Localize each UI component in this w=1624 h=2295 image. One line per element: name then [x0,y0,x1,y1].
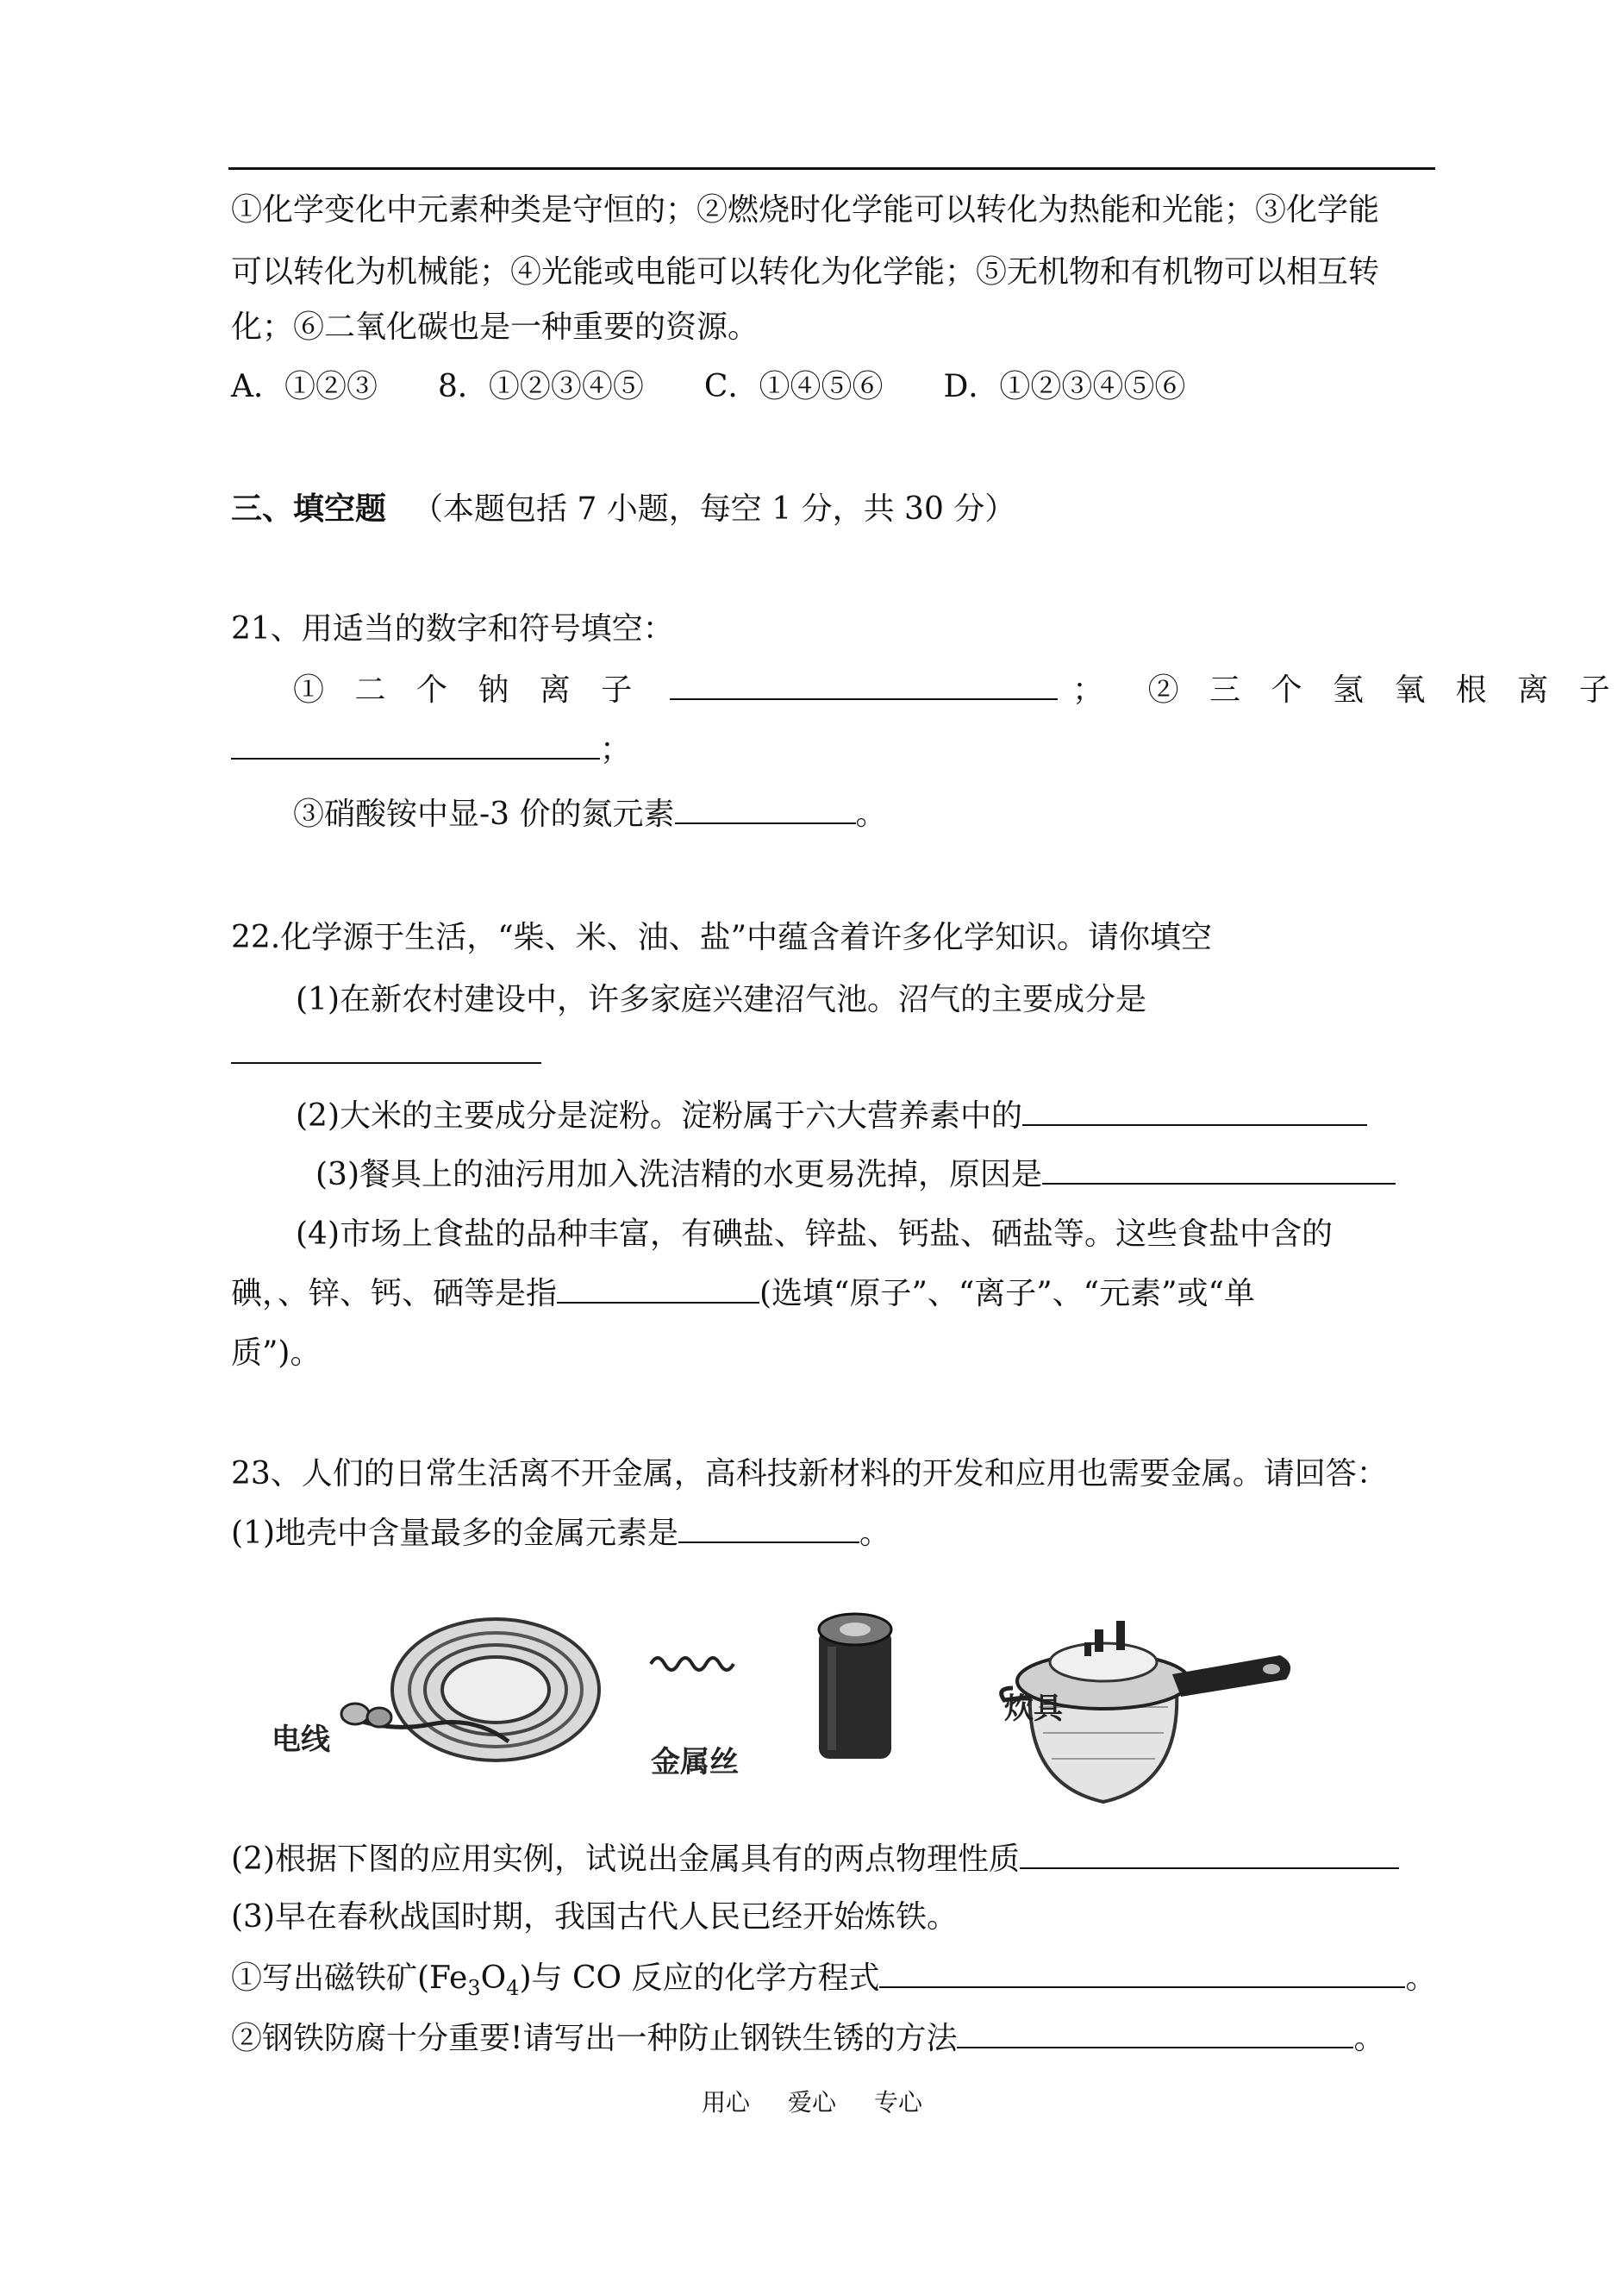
wire-coil-icon [341,1619,599,1760]
q21-line-3 [293,793,887,835]
q22-sub-1-answer [231,1033,541,1075]
q23-sub-2-text: (2)根据下图的应用实例，试说出金属具有的两点物理性质 [231,1842,1020,1877]
q20-line-2: 可以转化为机械能；④光能或电能可以转化为化学能；⑤无机物和有机物可以相互转 [231,254,1380,290]
footer-text: 专心 [874,2088,923,2117]
q22-sub-4-line-1: (4)市场上食盐的品种丰富，有碘盐、锌盐、钙盐、硒盐等。这些食盐中含的 [296,1216,1333,1252]
q23-sub-2 [231,1838,1399,1880]
q21-stem: 21、用适当的数字和符号填空： [231,611,674,647]
period: 。 [1405,1960,1437,1996]
answer-blank[interactable] [231,1033,541,1064]
subscript: 4 [506,1976,520,2001]
answer-blank[interactable] [1022,1095,1367,1126]
section-note: （本题包括 7 小题，每空 1 分，共 30 分） [412,491,1016,527]
q23-sub-3: (3)早在春秋战国时期，我国古代人民已经开始炼铁。 [231,1899,958,1935]
q22-sub-1: (1)在新农村建设中，许多家庭兴建沼气池。沼气的主要成分是 [296,982,1146,1017]
section-heading [231,488,1015,530]
metal-wire-icon [651,1658,734,1670]
answer-blank[interactable] [678,1512,859,1543]
footer-text: 用心 [701,2088,750,2117]
separator: ； [600,732,632,767]
coil-cylinder-icon [819,1614,891,1759]
q22-sub-4-line-3: 质”)。 [231,1335,322,1371]
answer-blank[interactable] [1042,1154,1396,1185]
q20-options [231,366,1185,408]
formula-part: ①写出磁铁矿(Fe [231,1960,468,1996]
label-metal-wire: 金属丝 [651,1745,739,1779]
q20-line-3: 化；⑥二氧化碳也是一种重要的资源。 [231,310,759,345]
q22-sub-4-text: 碘，、锌、钙、硒等是指 [231,1276,558,1311]
q23-stem: 23、人们的日常生活离不开金属，高科技新材料的开发和应用也需要金属。请回答： [231,1456,1388,1491]
q21-part-2: ② 三 个 氢 氧 根 离 子 [1147,672,1621,708]
option-a: A．①②③ [231,369,378,404]
q21-part-1: ① 二 个 钠 离 子 [293,672,643,708]
period: 。 [859,1516,891,1551]
answer-blank[interactable] [231,729,600,760]
q21-line-2 [231,729,631,771]
q23-sub-3b [231,2017,1384,2060]
answer-blank[interactable] [1020,1838,1399,1869]
answer-blank[interactable] [879,1957,1405,1988]
q23-sub-3a [231,1957,1436,2009]
q22-sub-2-text: (2)大米的主要成分是淀粉。淀粉属于六大营养素中的 [296,1098,1022,1134]
period: 。 [1353,2021,1385,2056]
header-rule [228,167,1435,170]
q22-sub-4-line-2 [231,1273,1255,1315]
separator: ； [1072,672,1104,708]
q22-sub-3-text: (3)餐具上的油污用加入洗洁精的水更易洗掉，原因是 [315,1157,1042,1192]
figure-illustration [224,1595,1431,1819]
page-footer [0,2087,1624,2118]
q20-line-1: ①化学变化中元素种类是守恒的；②燃烧时化学能可以转化为热能和光能；③化学能 [231,192,1380,228]
formula-part: O [480,1960,507,1996]
label-wire: 电线 [272,1723,330,1757]
label-cookware: 炊具 [1004,1692,1063,1726]
footer-text: 爱心 [787,2088,836,2117]
option-c: C．①④⑤⑥ [703,369,884,404]
subscript: 3 [467,1976,481,2001]
q23-sub-1 [231,1512,890,1554]
q22-sub-3 [315,1154,1396,1196]
answer-blank[interactable] [670,669,1058,700]
option-d: D．①②③④⑤⑥ [943,369,1186,404]
q21-part-3: ③硝酸铵中显-3 价的氮元素 [293,797,675,832]
q21-line-1 [293,669,1621,711]
answer-blank[interactable] [675,793,856,824]
q22-sub-2 [296,1095,1367,1137]
q22-sub-4-choices: (选填“原子”、“离子”、“元素”或“单 [759,1276,1255,1311]
q22-stem: 22.化学源于生活，“柴、米、油、盐”中蕴含着许多化学知识。请你填空 [231,920,1213,955]
option-b: 8．①②③④⑤ [438,369,644,404]
formula-part: )与 CO 反应的化学方程式 [519,1960,880,1996]
answer-blank[interactable] [957,2017,1353,2048]
answer-blank[interactable] [557,1273,759,1304]
q23-sub-3b-text: ②钢铁防腐十分重要!请写出一种防止钢铁生锈的方法 [231,2021,958,2056]
q23-sub-1-text: (1)地壳中含量最多的金属元素是 [231,1516,678,1551]
metal-applications-figure [224,1595,1431,1819]
section-title: 三、填空题 [231,491,387,527]
period: 。 [855,797,887,832]
